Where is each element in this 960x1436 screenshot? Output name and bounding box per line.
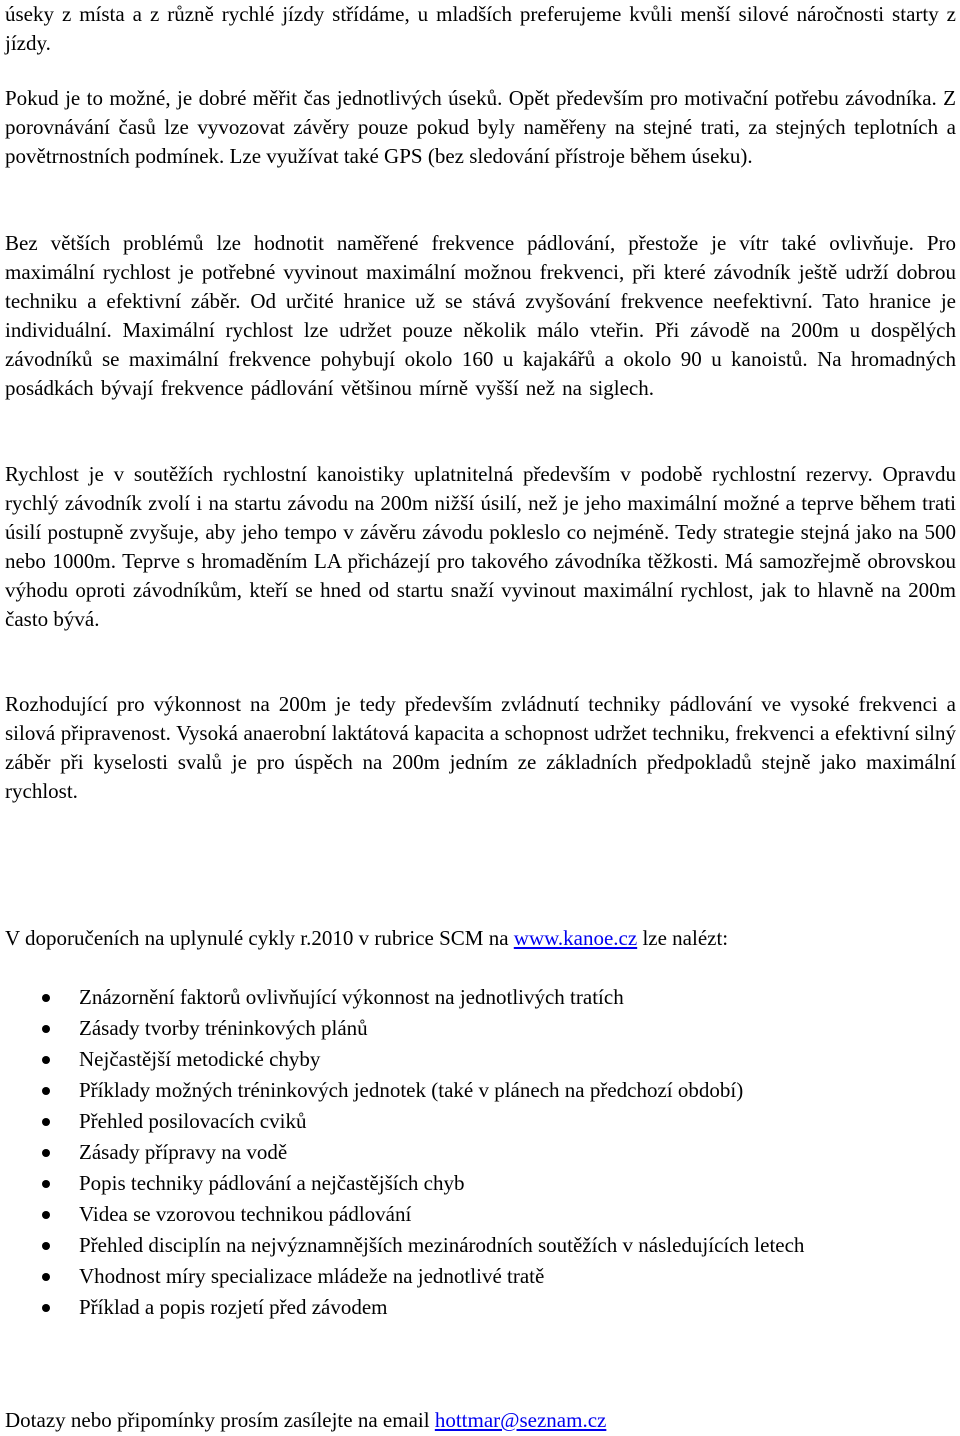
- bullet-icon: [42, 1273, 50, 1281]
- list-item: [5, 1076, 956, 1107]
- bullet-icon: [42, 1056, 50, 1064]
- recommendations-intro-suffix: lze nalézt:: [637, 926, 729, 950]
- bullet-icon: [42, 1304, 50, 1312]
- bullet-icon: [42, 994, 50, 1002]
- contact-text: Dotazy nebo připomínky prosím zasílejte na email: [5, 1408, 435, 1432]
- recommendations-intro: [5, 924, 956, 953]
- recommendations-list: [5, 983, 956, 1324]
- list-item-text: Nejčastější metodické chyby: [79, 1047, 321, 1071]
- list-item: [5, 1262, 956, 1293]
- list-item: [5, 1293, 956, 1324]
- paragraph-time-measurement: Pokud je to možné, je dobré měřit čas jednotlivých úseků. Opět především pro motivační potřebu závodníka. Z porovnávání časů lze vyvozovat závěry pouze pokud byly naměřeny na stejné trati, za stejných teplotních a povětrnostních podmínek. Lze využívat také GPS (bez sledování přístroje během úseku).: [5, 86, 956, 168]
- list-item-text: Popis techniky pádlování a nejčastějších chyb: [79, 1171, 465, 1195]
- paragraph-performance-factors: Rozhodující pro výkonnost na 200m je tedy především zvládnutí techniky pádlování ve vysoké frekvenci a silová připravenost. Vysoká anaerobní laktátová kapacita a schopnost udržet techniku, frekvenci a efektivní silný záběr při kyselosti svalů je pro úspěch na 200m jedním ze základních předpokladů stejně jako maximální rychlost.: [5, 692, 956, 803]
- list-item: [5, 1169, 956, 1200]
- list-item: [5, 1200, 956, 1231]
- contact-email-link[interactable]: hottmar@seznam.cz: [434, 1408, 607, 1432]
- paragraph-speed-reserve: Rychlost je v soutěžích rychlostní kanoistiky uplatnitelná především v podobě rychlostní rezervy. Opravdu rychlý závodník zvolí i na startu závodu na 200m nižší úsilí, než je jeho maximální možné a teprve během trati úsilí postupně zvyšuje, aby jeho tempo v závěru závodu pokleslo co nejméně. Tedy strategie stejná jako na 500 nebo 1000m. Teprve s hromaděním LA přicházejí pro takového závodníka těžkosti. Má samozřejmě obrovskou výhodu oproti závodníkům, kteří se hned od startu snaží vyvinout maximální rychlost, jak to hlavně na 200m často bývá.: [5, 462, 956, 631]
- bullet-icon: [42, 1087, 50, 1095]
- list-item: [5, 983, 956, 1014]
- list-item-text: Příklad a popis rozjetí před závodem: [79, 1295, 388, 1319]
- list-item: [5, 1231, 956, 1262]
- list-item: [5, 1107, 956, 1138]
- bullet-icon: [42, 1180, 50, 1188]
- bullet-icon: [42, 1118, 50, 1126]
- list-item-text: Videa se vzorovou technikou pádlování: [79, 1202, 412, 1226]
- bullet-icon: [42, 1025, 50, 1033]
- list-item-text: Vhodnost míry specializace mládeže na jednotlivé tratě: [79, 1264, 545, 1288]
- list-item-text: Přehled posilovacích cviků: [79, 1109, 307, 1133]
- kanoe-website-link[interactable]: www.kanoe.cz: [513, 926, 638, 950]
- list-item: [5, 1138, 956, 1169]
- list-item-text: Příklady možných tréninkových jednotek (také v plánech na předchozí období): [79, 1078, 744, 1102]
- list-item-text: Zásady přípravy na vodě: [79, 1140, 288, 1164]
- list-item: [5, 1045, 956, 1076]
- bullet-icon: [42, 1149, 50, 1157]
- paragraph-paddling-frequency: Bez větších problémů lze hodnotit naměřené frekvence pádlování, přestože je vítr také ovlivňuje. Pro maximální rychlost je potřebné vyvinout maximální možnou frekvenci, při které závodník ještě udrží dobrou techniku a efektivní záběr. Od určité hranice už se stává zvyšování frekvence neefektivní. Tato hranice je individuální. Maximální rychlost lze udržet pouze několik málo vteřin. Při závodě na 200m u dospělých závodníků se maximální frekvence pohybují okolo 160 u kajakářů a okolo 90 u kanoistů. Na hromadných posádkách bývají frekvence pádlování většinou mírně vyšší než na siglech.: [5, 231, 956, 400]
- bullet-icon: [42, 1242, 50, 1250]
- list-item-text: Zásady tvorby tréninkových plánů: [79, 1016, 368, 1040]
- bullet-icon: [42, 1211, 50, 1219]
- list-item: [5, 1014, 956, 1045]
- list-item-text: Znázornění faktorů ovlivňující výkonnost na jednotlivých tratích: [79, 985, 624, 1009]
- contact-line: [5, 1406, 956, 1435]
- paragraph-sprint-starts: úseky z místa a z různě rychlé jízdy střídáme, u mladších preferujeme kvůli menší silové náročnosti starty z jízdy.: [5, 2, 956, 55]
- recommendations-intro-text: V doporučeních na uplynulé cykly r.2010 v rubrice SCM na: [5, 926, 514, 950]
- list-item-text: Přehled disciplín na nejvýznamnějších mezinárodních soutěžích v následujících letech: [79, 1233, 805, 1257]
